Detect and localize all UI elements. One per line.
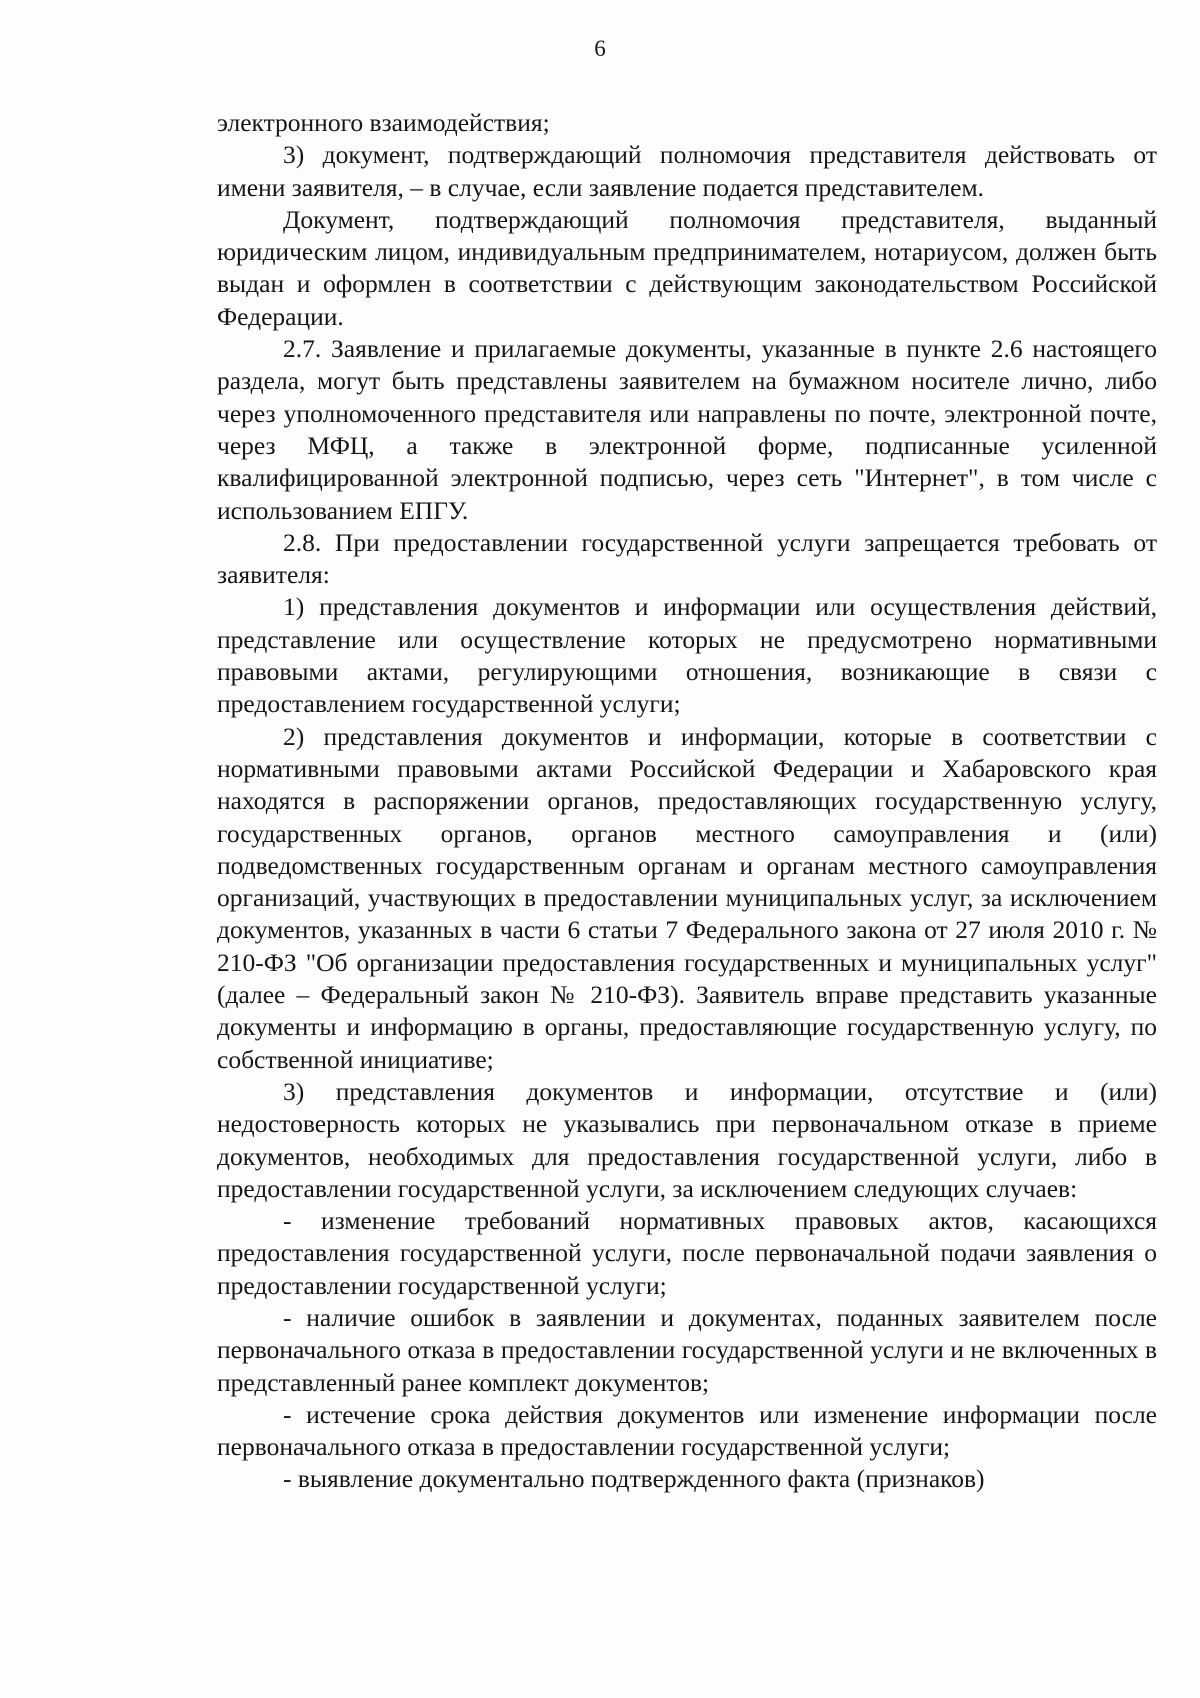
paragraph-item-3: 3) представления документов и информации, отсутствие и (или) недостоверность которых не указывались при первоначальном отказе в приеме документов, необходимых для предоставления государственной услуги, либо в предоставлении государственной услуги, за исключением следующих случаев: [217, 1076, 1157, 1203]
paragraph-section-2-7: 2.7. Заявление и прилагаемые документы, указанные в пункте 2.6 настоящего раздела, могут быть представлены заявителем на бумажном носителе лично, либо через уполномоченного представителя или направлены по почте, электронной почте, через МФЦ, а также в электронной форме, подписанные усиленной квалифицированной электронной подписью, через сеть "Интернет", в том числе с использованием ЕПГУ. [217, 334, 1157, 525]
paragraph-item-2: 2) представления документов и информации, которые в соответствии с нормативными правовыми актами Российской Федерации и Хабаровского края находятся в распоряжении органов, предоставляющих государственную услугу, государственных органов, органов местного самоуправления и (или) подведомственных государственным органам и органам местного самоуправления организаций, участвующих в предоставлении муниципальных услуг, за исключением документов, указанных в части 6 статьи 7 Федерального закона от 27 июля 2010 г. № 210-ФЗ "Об организации предоставления государственных и муниципальных услуг" (далее – Федеральный закон № 210-ФЗ). Заявитель вправе представить указанные документы и информацию в органы, предоставляющие государственную услугу, по собственной инициативе; [217, 721, 1157, 1074]
page-number: 6 [594, 36, 606, 61]
document-body [217, 107, 1157, 1496]
paragraph-representative-authority: Документ, подтверждающий полномочия представителя, выданный юридическим лицом, индивидуальным предпринимателем, нотариусом, должен быть выдан и оформлен в соответствии с действующим законодательством Российской Федерации. [217, 204, 1157, 331]
paragraph-electronic-interaction: электронного взаимодействия; [217, 108, 550, 137]
paragraph-section-2-8: 2.8. При предоставлении государственной услуги запрещается требовать от заявителя: [217, 527, 1157, 590]
list-item-requirements-change: - изменение требований нормативных правовых актов, касающихся предоставления государственной услуги, после первоначальной подачи заявления о предоставлении государственной услуги; [217, 1206, 1157, 1300]
list-item-errors-in-application: - наличие ошибок в заявлении и документах, поданных заявителем после первоначального отказа в предоставлении государственной услуги и не включенных в представленный ранее комплект документов; [217, 1302, 1157, 1397]
list-item-documents-expiry: - истечение срока действия документов или изменение информации после первоначального отказа в предоставлении государственной услуги; [217, 1399, 1157, 1462]
list-item-documented-fact: - выявление документально подтвержденного факта (признаков) [283, 1464, 985, 1494]
paragraph-item-3-representative-document: 3) документ, подтверждающий полномочия представителя действовать от имени заявителя, – в случае, если заявление подается представителем. [217, 140, 1157, 202]
paragraph-item-1: 1) представления документов и информации или осуществления действий, представление или осуществление которых не предусмотрено нормативными правовыми актами, регулирующими отношения, возникающие в связи с предоставлением государственной услуги; [217, 592, 1157, 719]
